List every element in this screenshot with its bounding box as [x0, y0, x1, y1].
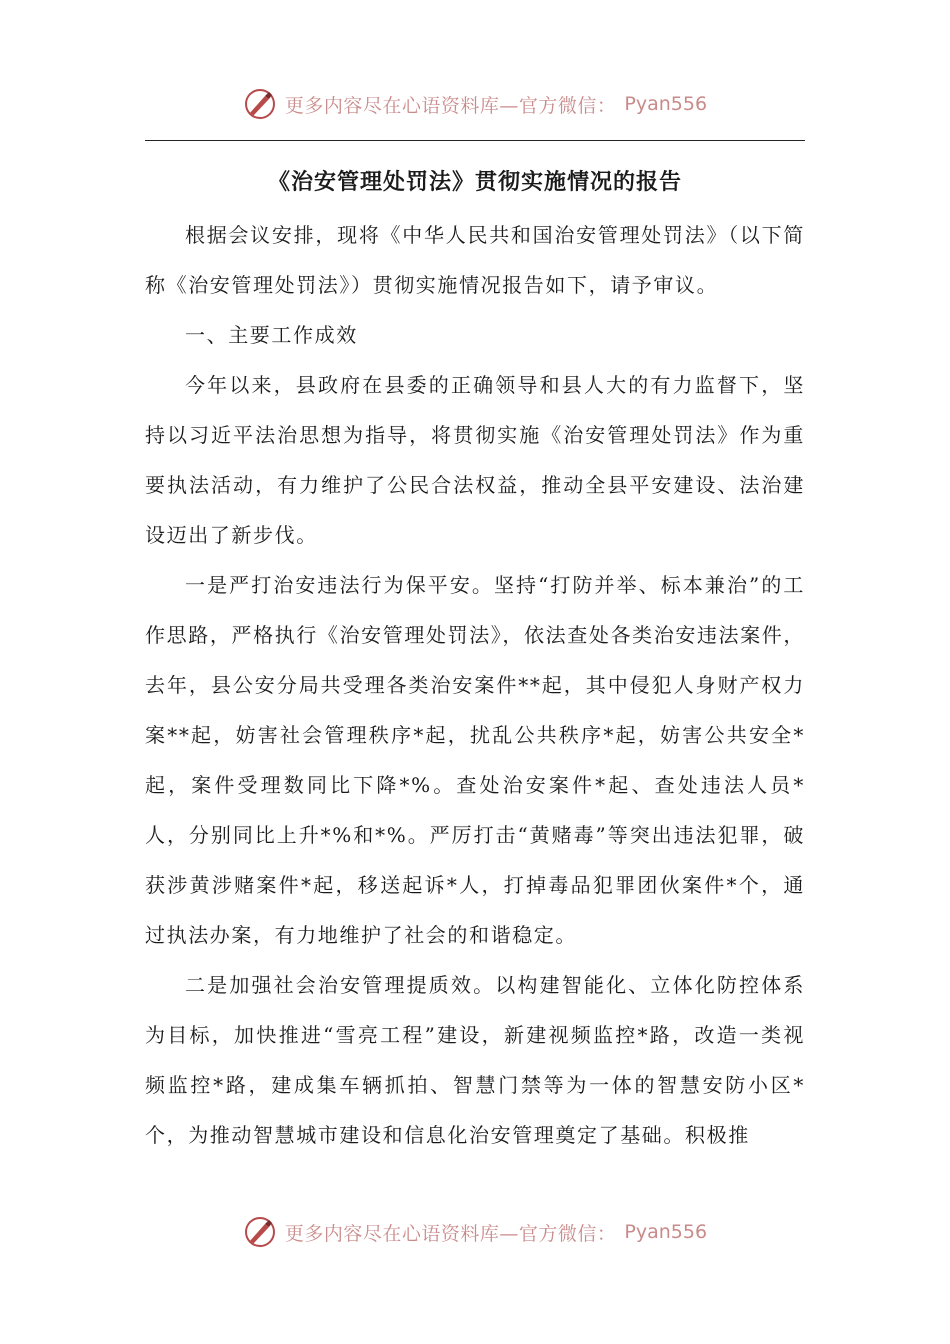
paragraph-overview: 今年以来，县政府在县委的正确领导和县人大的有力监督下，坚持以习近平法治思想为指导，将贯彻实施《治安管理处罚法》作为重要执法活动，有力维护了公民合法权益，推动全县平安建设、法治建设迈出了新步伐。 [145, 373, 805, 547]
header-watermark [0, 84, 950, 124]
watermark-text: 更多内容尽在心语资料库—官方微信： [284, 94, 617, 117]
document-body [145, 160, 805, 1160]
pen-logo-icon [243, 87, 277, 121]
section-heading: 一、主要工作成效 [185, 323, 358, 347]
paragraph-intro: 根据会议安排，现将《中华人民共和国治安管理处罚法》（以下简称《治安管理处罚法》）贯彻实施情况报告如下，请予审议。 [145, 223, 805, 297]
document-title: 《治安管理处罚法》贯彻实施情况的报告 [267, 169, 682, 195]
paragraph-point-one: 一是严打治安违法行为保平安。坚持“打防并举、标本兼治”的工作思路，严格执行《治安管理处罚法》，依法查处各类治安违法案件，去年，县公安分局共受理各类治安案件**起，其中侵犯人身财产权力案**起，妨害社会管理秩序*起，扰乱公共秩序*起，妨害公共安全*起，案件受理数同比下降*%。查处治安案件*起、查处违法人员*人，分别同比上升*%和*%。严厉打击“黄赌毒”等突出违法犯罪，破获涉黄涉赌案件*起，移送起诉*人，打掉毒品犯罪团伙案件*个，通过执法办案，有力地维护了社会的和谐稳定。 [145, 573, 805, 947]
pen-logo-icon [243, 1215, 277, 1249]
footer-watermark [0, 1212, 950, 1252]
wechat-id: Pyan556 [624, 1221, 708, 1243]
header-rule [145, 140, 805, 141]
paragraph-point-two: 二是加强社会治安管理提质效。以构建智能化、立体化防控体系为目标，加快推进“雪亮工程”建设，新建视频监控*路，改造一类视频监控*路，建成集车辆抓拍、智慧门禁等为一体的智慧安防小区*个，为推动智慧城市建设和信息化治安管理奠定了基础。积极推 [145, 973, 805, 1147]
wechat-id: Pyan556 [624, 93, 708, 115]
watermark-text: 更多内容尽在心语资料库—官方微信： [284, 1222, 617, 1245]
